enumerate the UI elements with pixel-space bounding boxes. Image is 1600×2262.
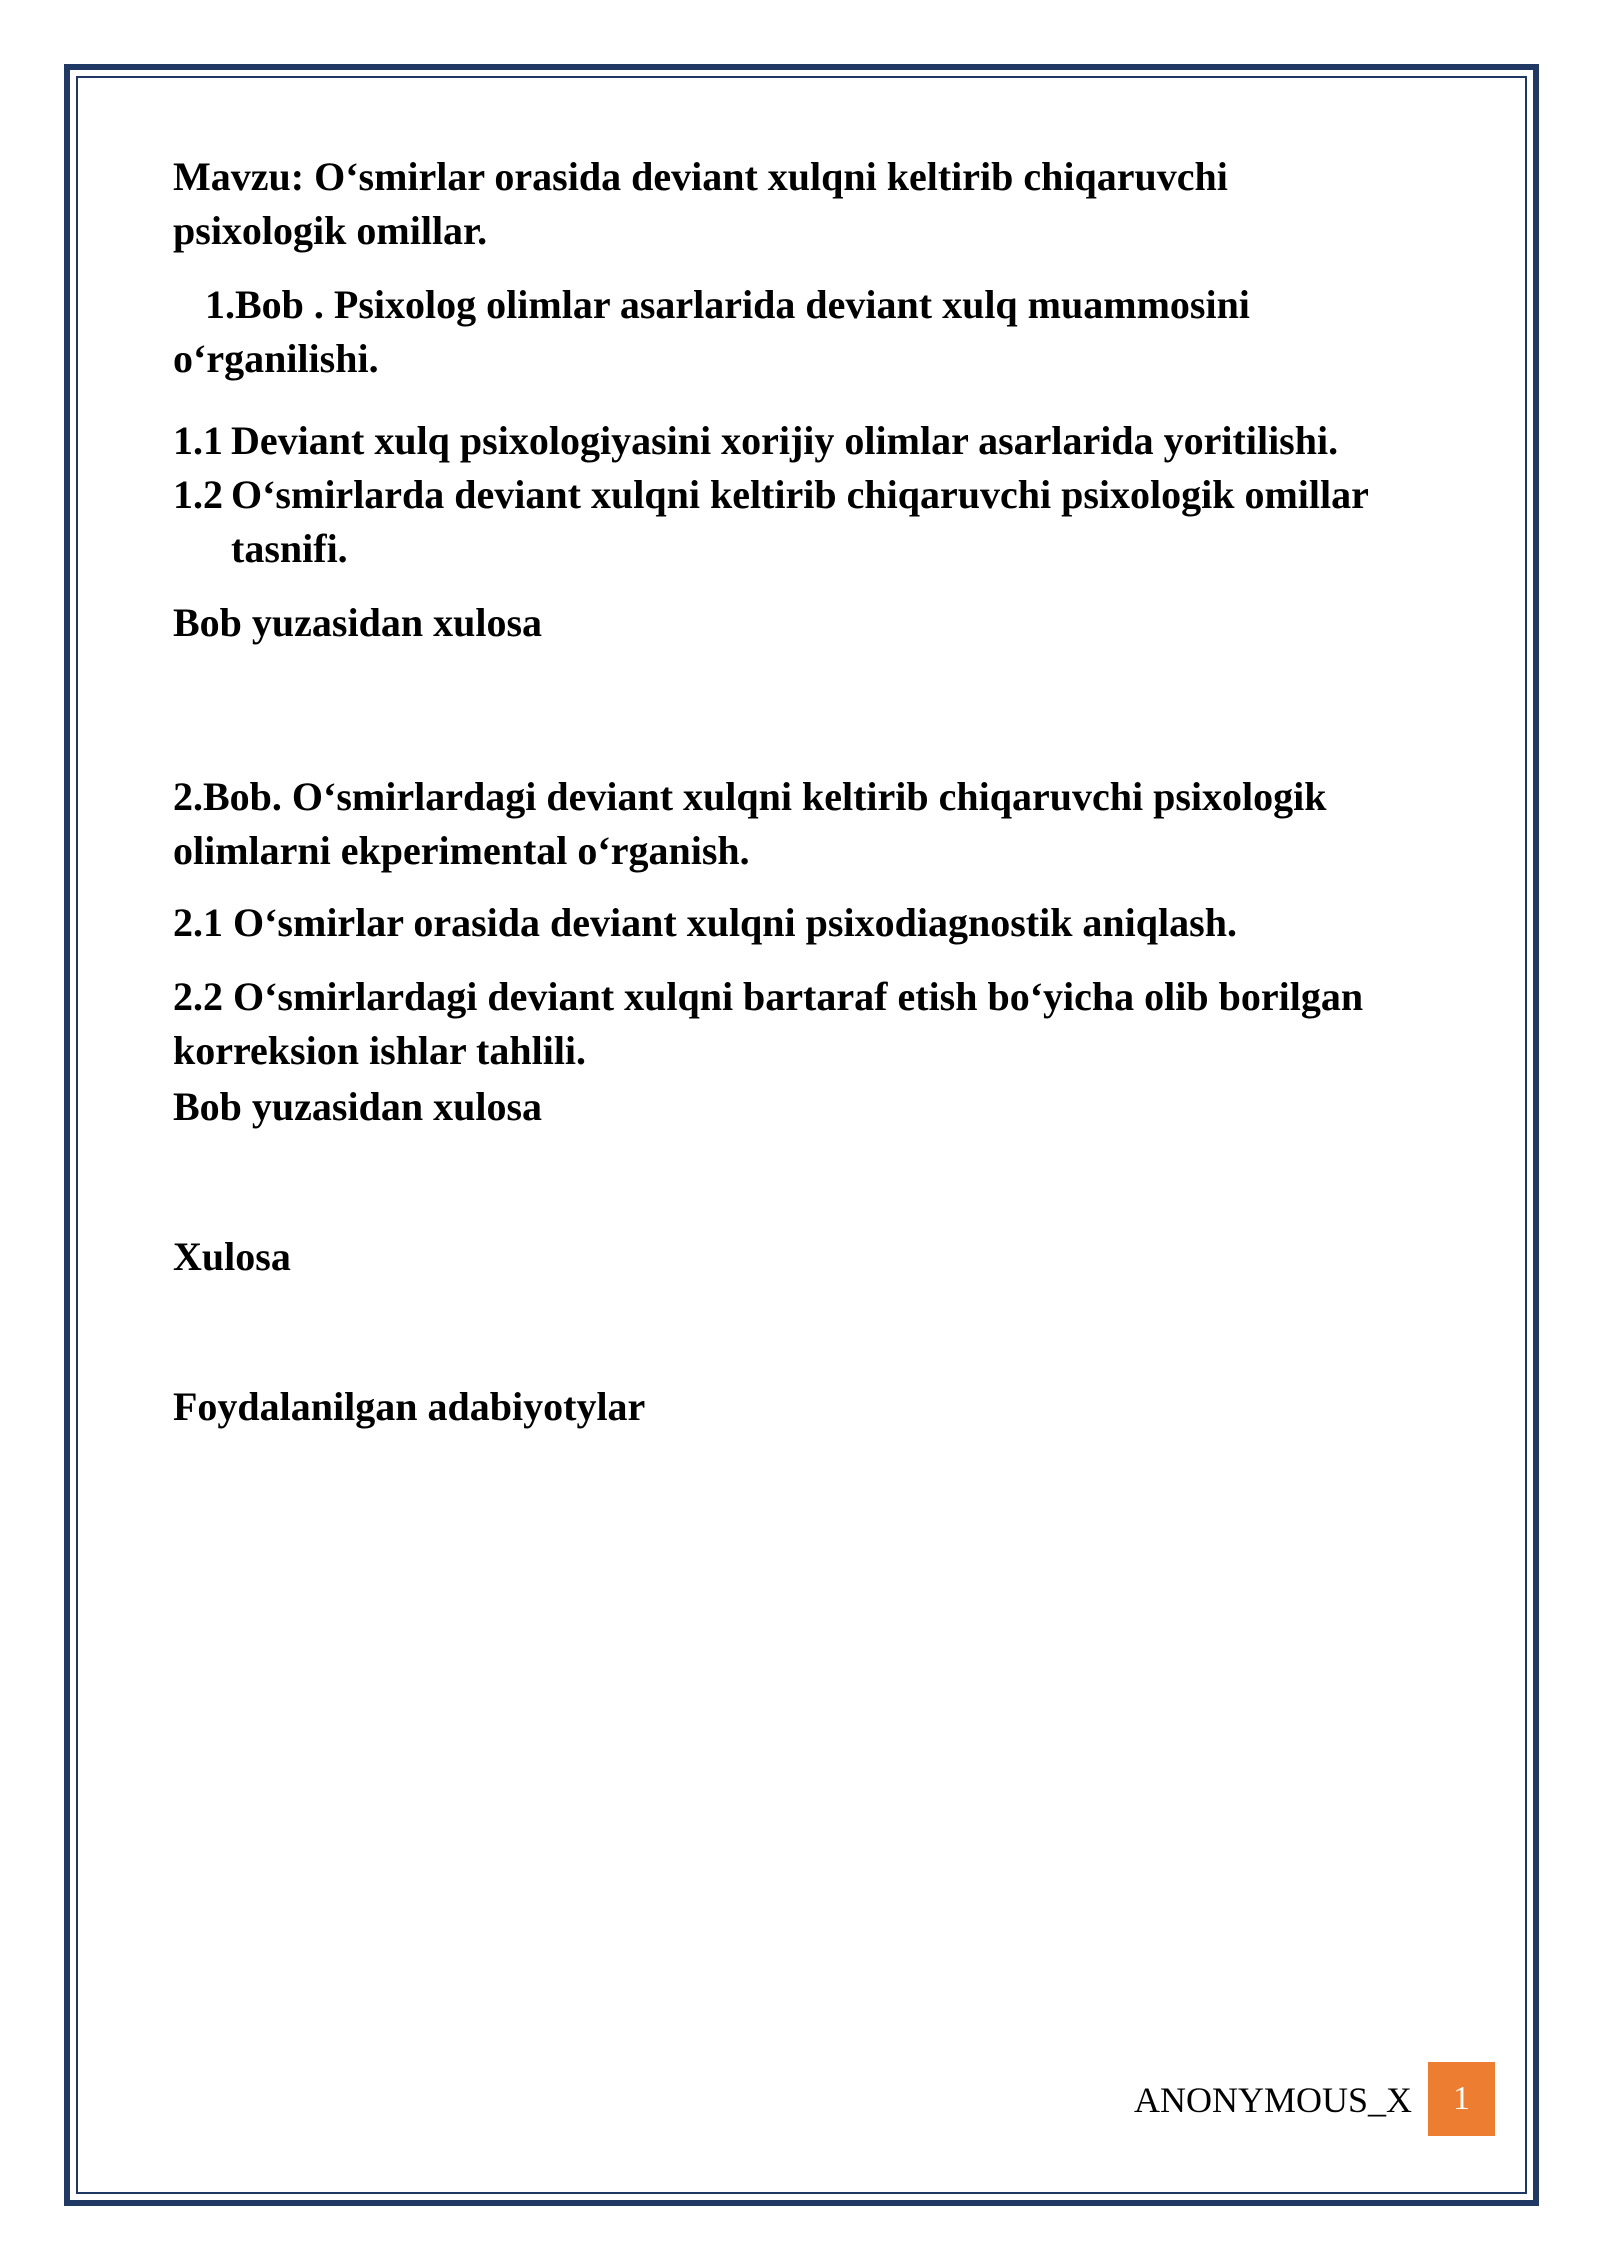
conclusion-heading: Xulosa [173, 1234, 291, 1279]
chapter2-heading [173, 770, 1327, 878]
title-line: Mavzu: O‘smirlar orasida deviant xulqni keltirib chiqaruvchi [173, 154, 1228, 199]
item-text: O‘smirlarda deviant xulqni keltirib chiqaruvchi psixologik omillar [231, 472, 1369, 517]
chapter1-heading [205, 278, 1250, 332]
item-number: 1.1 [173, 418, 223, 463]
toc-item-2-2 [173, 970, 1363, 1078]
item-text-cont: korreksion ishlar tahlili. [173, 1028, 587, 1073]
toc-item-1-2 [173, 468, 1369, 576]
title-line: psixologik omillar. [173, 208, 488, 253]
references-heading: Foydalanilgan adabiyotylar [173, 1384, 646, 1429]
chapter1-heading-line: o‘rganilishi. [173, 336, 379, 381]
page-border-inner [76, 76, 1527, 2194]
chapter2-heading-line: 2.Bob. O‘smirlardagi deviant xulqni keltirib chiqaruvchi psixologik [173, 774, 1327, 819]
chapter1-heading-line: 1.Bob . Psixolog olimlar asarlarida deviant xulq muammosini [205, 282, 1250, 327]
toc-item-1-1 [173, 414, 1338, 468]
document-title [173, 150, 1228, 258]
chapter1-heading-cont [173, 332, 379, 386]
item-text: Deviant xulq psixologiyasini xorijiy olimlar asarlarida yoritilishi. [231, 418, 1339, 463]
chapter2-summary: Bob yuzasidan xulosa [173, 1084, 543, 1129]
item-text: 2.1 O‘smirlar orasida deviant xulqni psixodiagnostik aniqlash. [173, 900, 1237, 945]
toc-item-2-1 [173, 896, 1237, 950]
item-text-cont: tasnifi. [231, 526, 348, 571]
item-text: 2.2 O‘smirlardagi deviant xulqni bartaraf etish bo‘yicha olib borilgan [173, 974, 1364, 1019]
page-footer [1050, 2062, 1500, 2136]
chapter1-summary: Bob yuzasidan xulosa [173, 600, 543, 645]
item-number: 1.2 [173, 472, 223, 517]
page-number-badge: 1 [1428, 2062, 1495, 2136]
footer-author: ANONYMOUS_X [1133, 2080, 1412, 2120]
chapter2-heading-line: olimlarni ekperimental o‘rganish. [173, 828, 750, 873]
